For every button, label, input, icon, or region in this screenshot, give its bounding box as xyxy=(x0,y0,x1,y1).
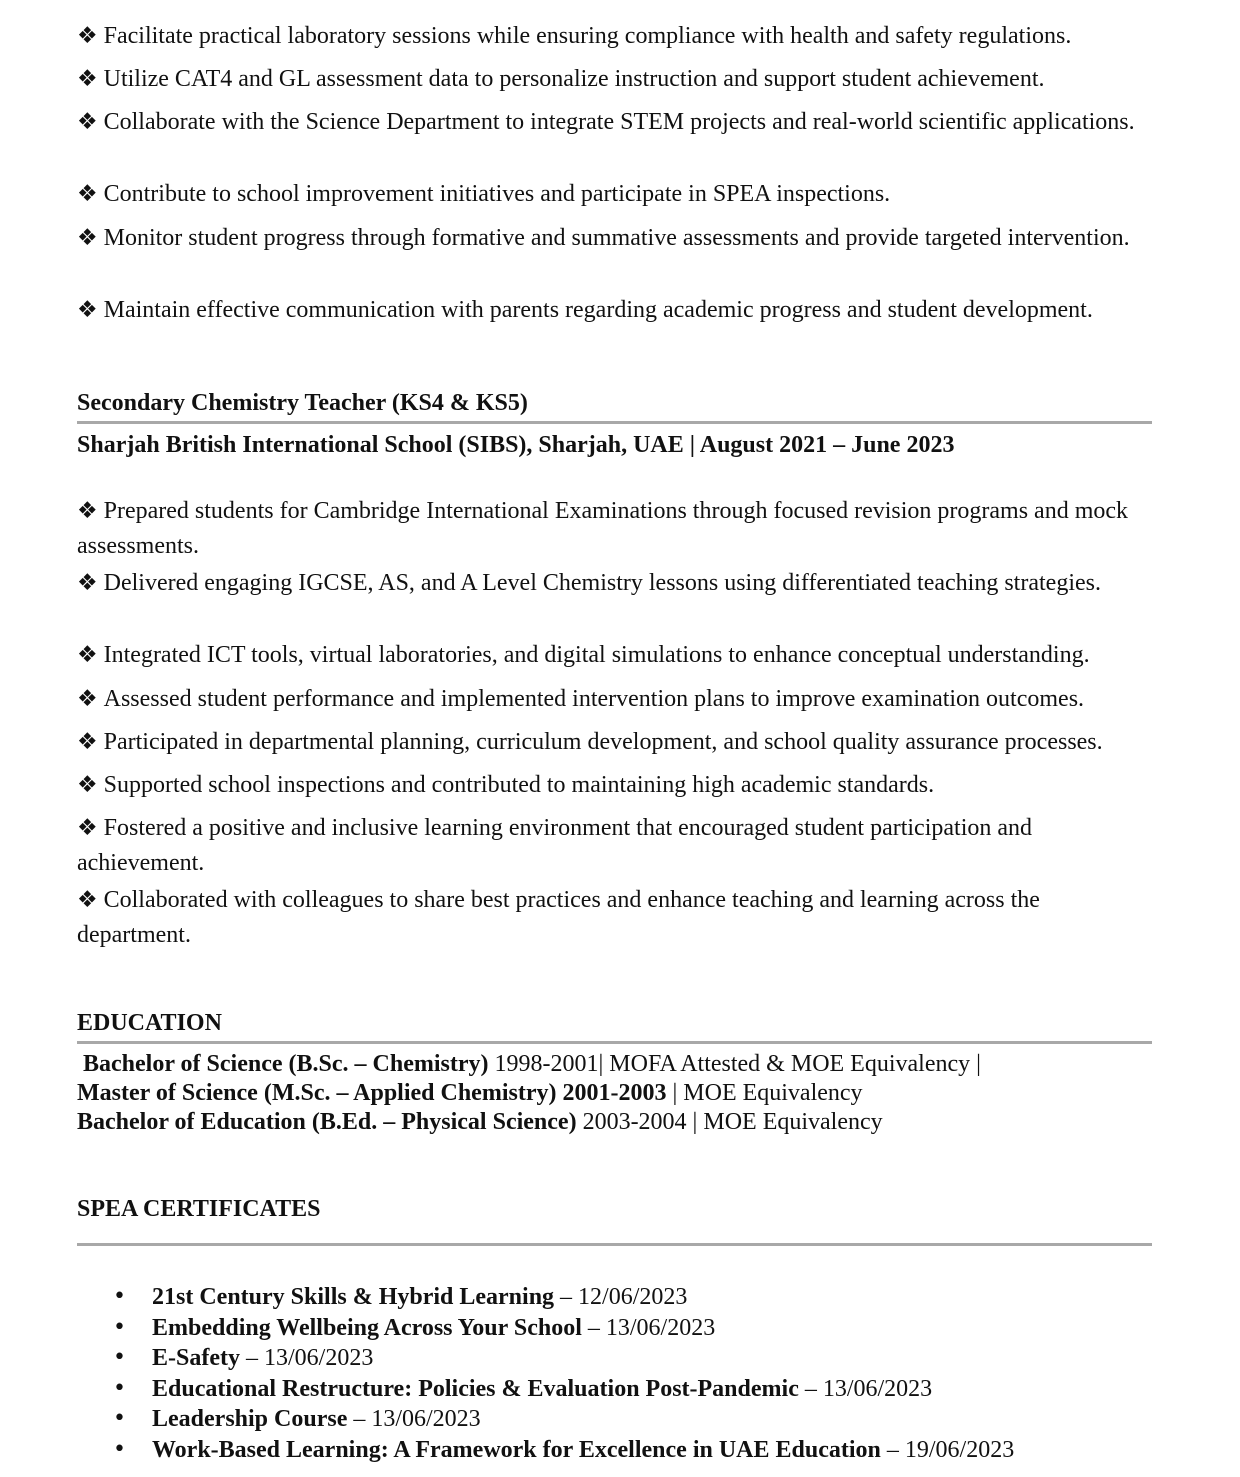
certificate-item xyxy=(77,1404,1152,1435)
diamond-bullet-icon: ❖ xyxy=(77,23,98,49)
role2-bullet xyxy=(77,638,1152,673)
role2-bullet xyxy=(77,494,1152,564)
bullet-text: Participated in departmental planning, curriculum development, and school quality assurance processes. xyxy=(103,729,1103,755)
degree-details: 1998-2001| MOFA Attested & MOE Equivalency | xyxy=(488,1051,981,1077)
job-title: Secondary Chemistry Teacher (KS4 & KS5) xyxy=(77,390,528,416)
certificate-title: 21st Century Skills & Hybrid Learning xyxy=(152,1284,555,1310)
certificate-item xyxy=(77,1282,1152,1313)
degree-name: Bachelor of Science (B.Sc. – Chemistry) xyxy=(83,1051,489,1077)
role2-bullet xyxy=(77,566,1152,601)
certificates-heading: SPEA CERTIFICATES xyxy=(77,1196,321,1222)
bullet-text: Collaborated with colleagues to share best practices and enhance teaching and learning across the department. xyxy=(77,887,1040,948)
diamond-bullet-icon: ❖ xyxy=(77,815,98,841)
bullet-text: Facilitate practical laboratory sessions while ensuring compliance with health and safety regulations. xyxy=(103,23,1072,49)
bullet-text: Contribute to school improvement initiatives and participate in SPEA inspections. xyxy=(103,181,891,207)
degree-name: Master of Science (M.Sc. – Applied Chemistry) 2001-2003 xyxy=(77,1080,667,1106)
role2-bullet xyxy=(77,682,1152,717)
certificate-item xyxy=(77,1343,1152,1374)
bullet-text: Maintain effective communication with parents regarding academic progress and student development. xyxy=(103,297,1093,323)
diamond-bullet-icon: ❖ xyxy=(77,686,98,712)
diamond-bullet-icon: ❖ xyxy=(77,66,98,92)
degree-details: 2003-2004 | MOE Equivalency xyxy=(576,1109,883,1135)
certificate-title: Work-Based Learning: A Framework for Excellence in UAE Education xyxy=(152,1436,881,1463)
bullet-text: Collaborate with the Science Department to integrate STEM projects and real-world scientific applications. xyxy=(103,109,1135,135)
certificate-item xyxy=(77,1313,1152,1344)
certificate-title: Leadership Course xyxy=(152,1406,348,1432)
education-entry xyxy=(77,1079,863,1108)
diamond-bullet-icon: ❖ xyxy=(77,109,98,135)
certificate-list xyxy=(77,1282,1152,1465)
certificate-date: – 19/06/2023 xyxy=(880,1436,1015,1463)
certificate-title: Embedding Wellbeing Across Your School xyxy=(152,1314,582,1341)
section-divider xyxy=(77,1041,1152,1044)
diamond-bullet-icon: ❖ xyxy=(77,887,98,913)
section-divider xyxy=(77,1243,1152,1246)
bullet-text: Prepared students for Cambridge International Examinations through focused revision programs and mock assessments. xyxy=(77,498,1129,559)
diamond-bullet-icon: ❖ xyxy=(77,642,98,668)
certificate-title: Educational Restructure: Policies & Evaluation Post-Pandemic xyxy=(152,1375,799,1402)
education-entry xyxy=(77,1108,883,1137)
bullet-text: Fostered a positive and inclusive learning environment that encouraged student participation and achievement. xyxy=(77,815,1033,876)
bullet-icon: • xyxy=(113,1406,126,1431)
diamond-bullet-icon: ❖ xyxy=(77,772,98,798)
job-subtitle: Sharjah British International School (SIBS), Sharjah, UAE | August 2021 – June 2023 xyxy=(77,432,955,458)
certificate-item xyxy=(77,1435,1152,1466)
bullet-text: Integrated ICT tools, virtual laboratories, and digital simulations to enhance conceptual understanding. xyxy=(103,642,1090,668)
role1-bullet xyxy=(77,177,1152,212)
diamond-bullet-icon: ❖ xyxy=(77,225,98,251)
degree-details: | MOE Equivalency xyxy=(666,1080,863,1106)
bullet-icon: • xyxy=(113,1284,126,1309)
bullet-text: Monitor student progress through formative and summative assessments and provide targeted intervention. xyxy=(103,225,1130,251)
diamond-bullet-icon: ❖ xyxy=(77,570,98,596)
certificate-date: – 13/06/2023 xyxy=(347,1406,481,1432)
bullet-icon: • xyxy=(113,1314,126,1340)
role1-bullet xyxy=(77,19,1152,54)
diamond-bullet-icon: ❖ xyxy=(77,297,98,323)
certificate-date: – 12/06/2023 xyxy=(554,1284,688,1310)
bullet-text: Delivered engaging IGCSE, AS, and A Level Chemistry lessons using differentiated teaching strategies. xyxy=(103,570,1101,596)
certificate-title: E-Safety xyxy=(152,1345,240,1371)
role2-bullet xyxy=(77,883,1152,953)
bullet-icon: • xyxy=(113,1375,126,1401)
role1-bullet xyxy=(77,221,1152,256)
role1-bullet xyxy=(77,105,1152,140)
role1-bullet xyxy=(77,293,1152,328)
certificate-date: – 13/06/2023 xyxy=(581,1314,716,1341)
role2-bullet xyxy=(77,768,1152,803)
diamond-bullet-icon: ❖ xyxy=(77,729,98,755)
certificate-date: – 13/06/2023 xyxy=(798,1375,933,1402)
diamond-bullet-icon: ❖ xyxy=(77,498,98,524)
bullet-icon: • xyxy=(113,1436,126,1462)
certificate-date: – 13/06/2023 xyxy=(239,1345,374,1371)
section-divider xyxy=(77,421,1152,424)
diamond-bullet-icon: ❖ xyxy=(77,181,98,207)
bullet-icon: • xyxy=(113,1345,126,1370)
education-heading: EDUCATION xyxy=(77,1010,222,1036)
education-entry xyxy=(83,1050,981,1079)
role1-bullet xyxy=(77,62,1152,97)
role2-bullet xyxy=(77,811,1152,881)
bullet-text: Supported school inspections and contributed to maintaining high academic standards. xyxy=(103,772,935,798)
bullet-text: Utilize CAT4 and GL assessment data to personalize instruction and support student achievement. xyxy=(103,66,1045,92)
role2-bullet xyxy=(77,725,1152,760)
degree-name: Bachelor of Education (B.Ed. – Physical Science) xyxy=(77,1109,577,1135)
certificate-item xyxy=(77,1374,1152,1405)
bullet-text: Assessed student performance and implemented intervention plans to improve examination outcomes. xyxy=(103,686,1085,712)
